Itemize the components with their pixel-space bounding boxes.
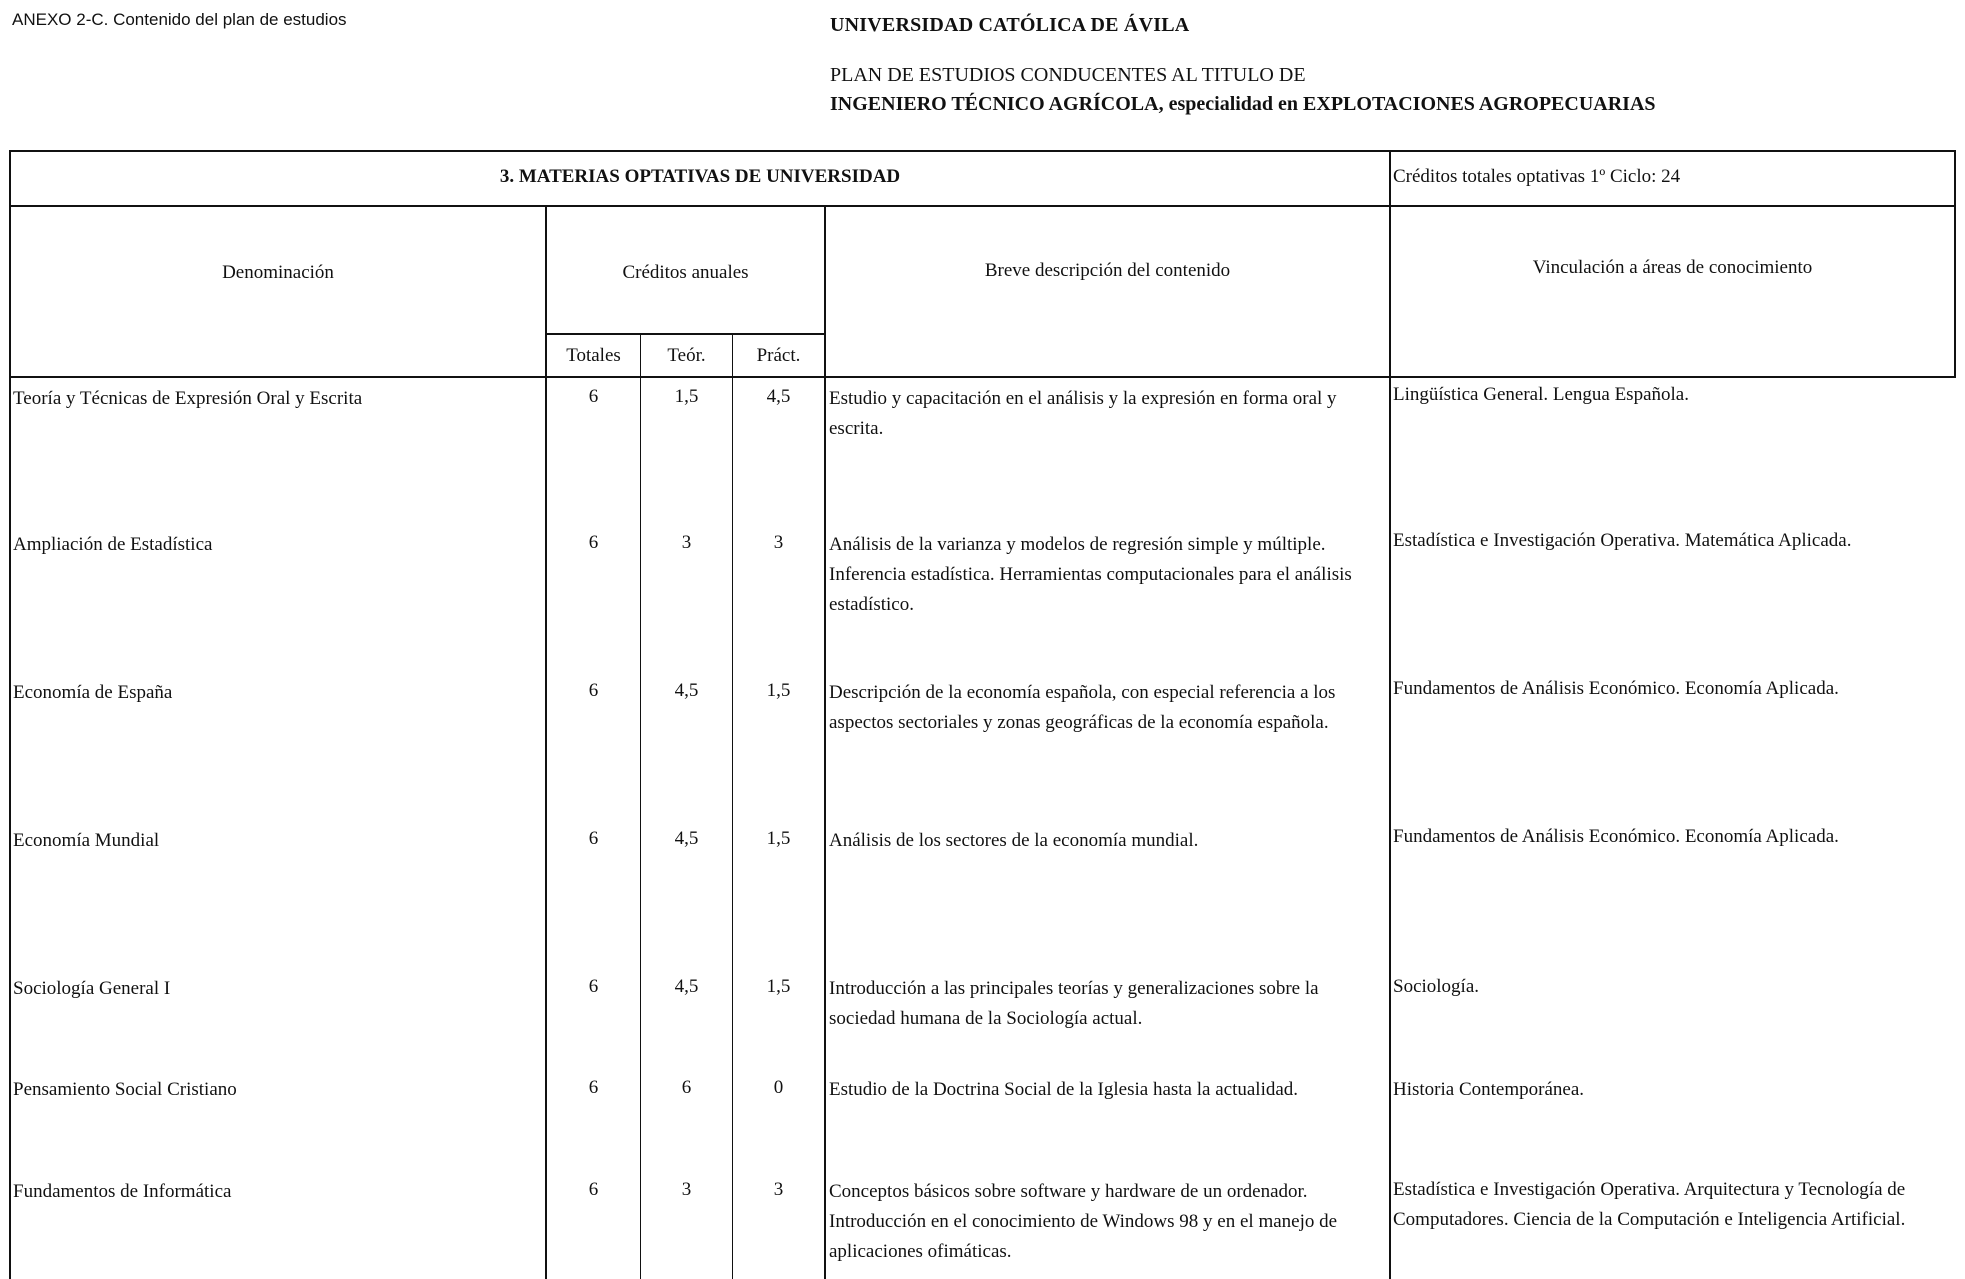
descripcion-column-line xyxy=(824,205,826,1279)
subject-description: Análisis de la varianza y modelos de regresión simple y múltiple. Inferencia estadística. Herramientas computacionales para el análisis estadístico. xyxy=(829,534,1352,615)
subject-name: Economía Mundial xyxy=(13,830,160,851)
table-top-border xyxy=(9,150,1955,152)
credits-teor: 4,5 xyxy=(674,680,699,701)
knowledge-areas: Fundamentos de Análisis Económico. Economía Aplicada. xyxy=(1393,826,1839,847)
credits-totales: 6 xyxy=(588,386,599,407)
credits-totales: 6 xyxy=(588,1179,599,1200)
subject-description: Estudio de la Doctrina Social de la Iglesia hasta la actualidad. xyxy=(829,1079,1299,1100)
credits-pract: 1,5 xyxy=(766,680,791,701)
credits-teor: 4,5 xyxy=(674,828,699,849)
university-name: UNIVERSIDAD CATÓLICA DE ÁVILA xyxy=(830,14,1190,36)
credits-pract: 4,5 xyxy=(766,386,791,407)
header-bottom-border xyxy=(9,376,1955,378)
table-title: 3. MATERIAS OPTATIVAS DE UNIVERSIDAD xyxy=(499,166,901,187)
degree-title xyxy=(830,93,1656,116)
degree-title-bold: INGENIERO TÉCNICO AGRÍCOLA, xyxy=(830,93,1164,115)
credits-teor: 3 xyxy=(681,1179,692,1200)
credits-pract: 0 xyxy=(773,1077,784,1098)
subject-name: Pensamiento Social Cristiano xyxy=(13,1079,237,1100)
header-descripcion: Breve descripción del contenido xyxy=(984,260,1231,281)
subject-description: Descripción de la economía española, con especial referencia a los aspectos sectoriales y zonas geográficas de la economía española. xyxy=(829,682,1336,733)
credits-pract: 1,5 xyxy=(766,976,791,997)
header-denominacion: Denominación xyxy=(222,262,334,283)
knowledge-areas: Estadística e Investigación Operativa. Arquitectura y Tecnología de Computadores. Ciencia de la Computación e Inteligencia Artificial. xyxy=(1393,1179,1906,1230)
credits-subheader-divider xyxy=(545,333,825,335)
knowledge-areas: Sociología. xyxy=(1393,976,1480,997)
plan-title-line: PLAN DE ESTUDIOS CONDUCENTES AL TITULO DE xyxy=(830,64,1306,86)
subject-description: Estudio y capacitación en el análisis y la expresión en forma oral y escrita. xyxy=(829,388,1337,439)
credits-pract: 3 xyxy=(773,532,784,553)
header-vinculacion: Vinculación a áreas de conocimiento xyxy=(1532,257,1813,278)
vinculacion-column-line xyxy=(1389,150,1391,1279)
subject-description: Conceptos básicos sobre software y hardware de un ordenador. Introducción en el conocimiento de Windows 98 y en el manejo de aplicaciones ofimáticas. xyxy=(829,1181,1338,1262)
subject-name: Fundamentos de Informática xyxy=(13,1181,232,1202)
credits-teor: 3 xyxy=(681,532,692,553)
credits-totales: 6 xyxy=(588,976,599,997)
total-credits-label: Créditos totales optativas 1º Ciclo: 24 xyxy=(1393,166,1681,187)
subject-name: Teoría y Técnicas de Expresión Oral y Escrita xyxy=(13,388,363,409)
header-teor: Teór. xyxy=(667,345,706,366)
teor-column-line xyxy=(640,333,641,1279)
knowledge-areas: Estadística e Investigación Operativa. Matemática Aplicada. xyxy=(1393,530,1852,551)
knowledge-areas: Historia Contemporánea. xyxy=(1393,1079,1585,1100)
subject-name: Sociología General I xyxy=(13,978,171,999)
credits-totales: 6 xyxy=(588,532,599,553)
credits-teor: 1,5 xyxy=(674,386,699,407)
pract-column-line xyxy=(732,333,733,1279)
credits-pract: 3 xyxy=(773,1179,784,1200)
credits-totales: 6 xyxy=(588,1077,599,1098)
table-right-border xyxy=(1954,150,1956,378)
credits-totales: 6 xyxy=(588,680,599,701)
annex-label: ANEXO 2-C. Contenido del plan de estudios xyxy=(12,10,347,29)
table-left-border xyxy=(9,150,11,1279)
credits-totales: 6 xyxy=(588,828,599,849)
credits-pract: 1,5 xyxy=(766,828,791,849)
knowledge-areas: Fundamentos de Análisis Económico. Economía Aplicada. xyxy=(1393,678,1839,699)
subject-name: Economía de España xyxy=(13,682,173,703)
header-pract: Práct. xyxy=(756,345,801,366)
subject-name: Ampliación de Estadística xyxy=(13,534,213,555)
credits-teor: 6 xyxy=(681,1077,692,1098)
subject-description: Introducción a las principales teorías y generalizaciones sobre la sociedad humana de la Sociología actual. xyxy=(829,978,1319,1029)
subject-description: Análisis de los sectores de la economía mundial. xyxy=(829,830,1199,851)
degree-title-specialty: especialidad en EXPLOTACIONES AGROPECUARIAS xyxy=(1163,93,1656,115)
table-title-divider xyxy=(9,205,1955,207)
header-totales: Totales xyxy=(566,345,621,366)
header-creditos-anuales: Créditos anuales xyxy=(622,262,749,283)
knowledge-areas: Lingüística General. Lengua Española. xyxy=(1393,384,1689,405)
credits-teor: 4,5 xyxy=(674,976,699,997)
